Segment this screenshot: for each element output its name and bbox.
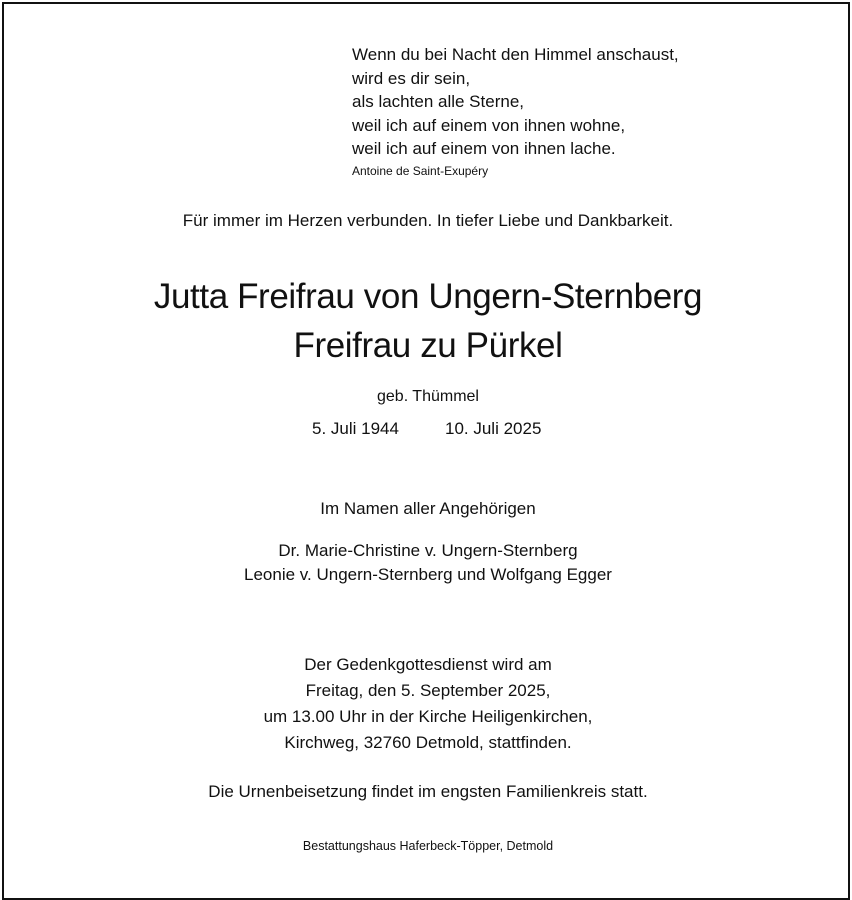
poem-author: Antoine de Saint-Exupéry xyxy=(352,164,489,178)
poem-line: weil ich auf einem von ihnen lache. xyxy=(352,139,616,158)
poem-line: Wenn du bei Nacht den Himmel anschaust, xyxy=(352,45,679,64)
poem-line: weil ich auf einem von ihnen wohne, xyxy=(352,115,626,135)
service-line: Der Gedenkgottesdienst wird am xyxy=(304,655,552,674)
birth-date: 5. Juli 1944 xyxy=(312,419,399,438)
family-member: Dr. Marie-Christine v. Ungern-Sternberg xyxy=(278,541,578,560)
funeral-home: Bestattungshaus Haferbeck-Töpper, Detmold xyxy=(302,839,554,853)
service-line: Kirchweg, 32760 Detmold, stattfinden. xyxy=(284,733,572,752)
service-line: um 13.00 Uhr in der Kirche Heiligenkirchen, xyxy=(263,707,593,726)
dedication: Für immer im Herzen verbunden. In tiefer Liebe und Dankbarkeit. xyxy=(182,211,674,230)
urn-burial-notice: Die Urnenbeisetzung findet im engsten Familienkreis statt. xyxy=(208,782,648,801)
deceased-name-line2: Freifrau zu Pürkel xyxy=(293,326,563,365)
poem-line: wird es dir sein, xyxy=(352,68,471,88)
deceased-name-line1: Jutta Freifrau von Ungern-Sternberg xyxy=(153,277,703,316)
obituary-frame xyxy=(2,2,850,900)
poem-line: als lachten alle Sterne, xyxy=(352,92,524,111)
death-date: 10. Juli 2025 xyxy=(445,419,542,438)
family-member: Leonie v. Ungern-Sternberg und Wolfgang Egger xyxy=(244,565,612,584)
service-line: Freitag, den 5. September 2025, xyxy=(305,681,551,700)
family-intro: Im Namen aller Angehörigen xyxy=(320,499,536,518)
memorial-service-notice xyxy=(4,652,852,756)
poem xyxy=(352,43,679,161)
born-name: geb. Thümmel xyxy=(377,388,479,405)
